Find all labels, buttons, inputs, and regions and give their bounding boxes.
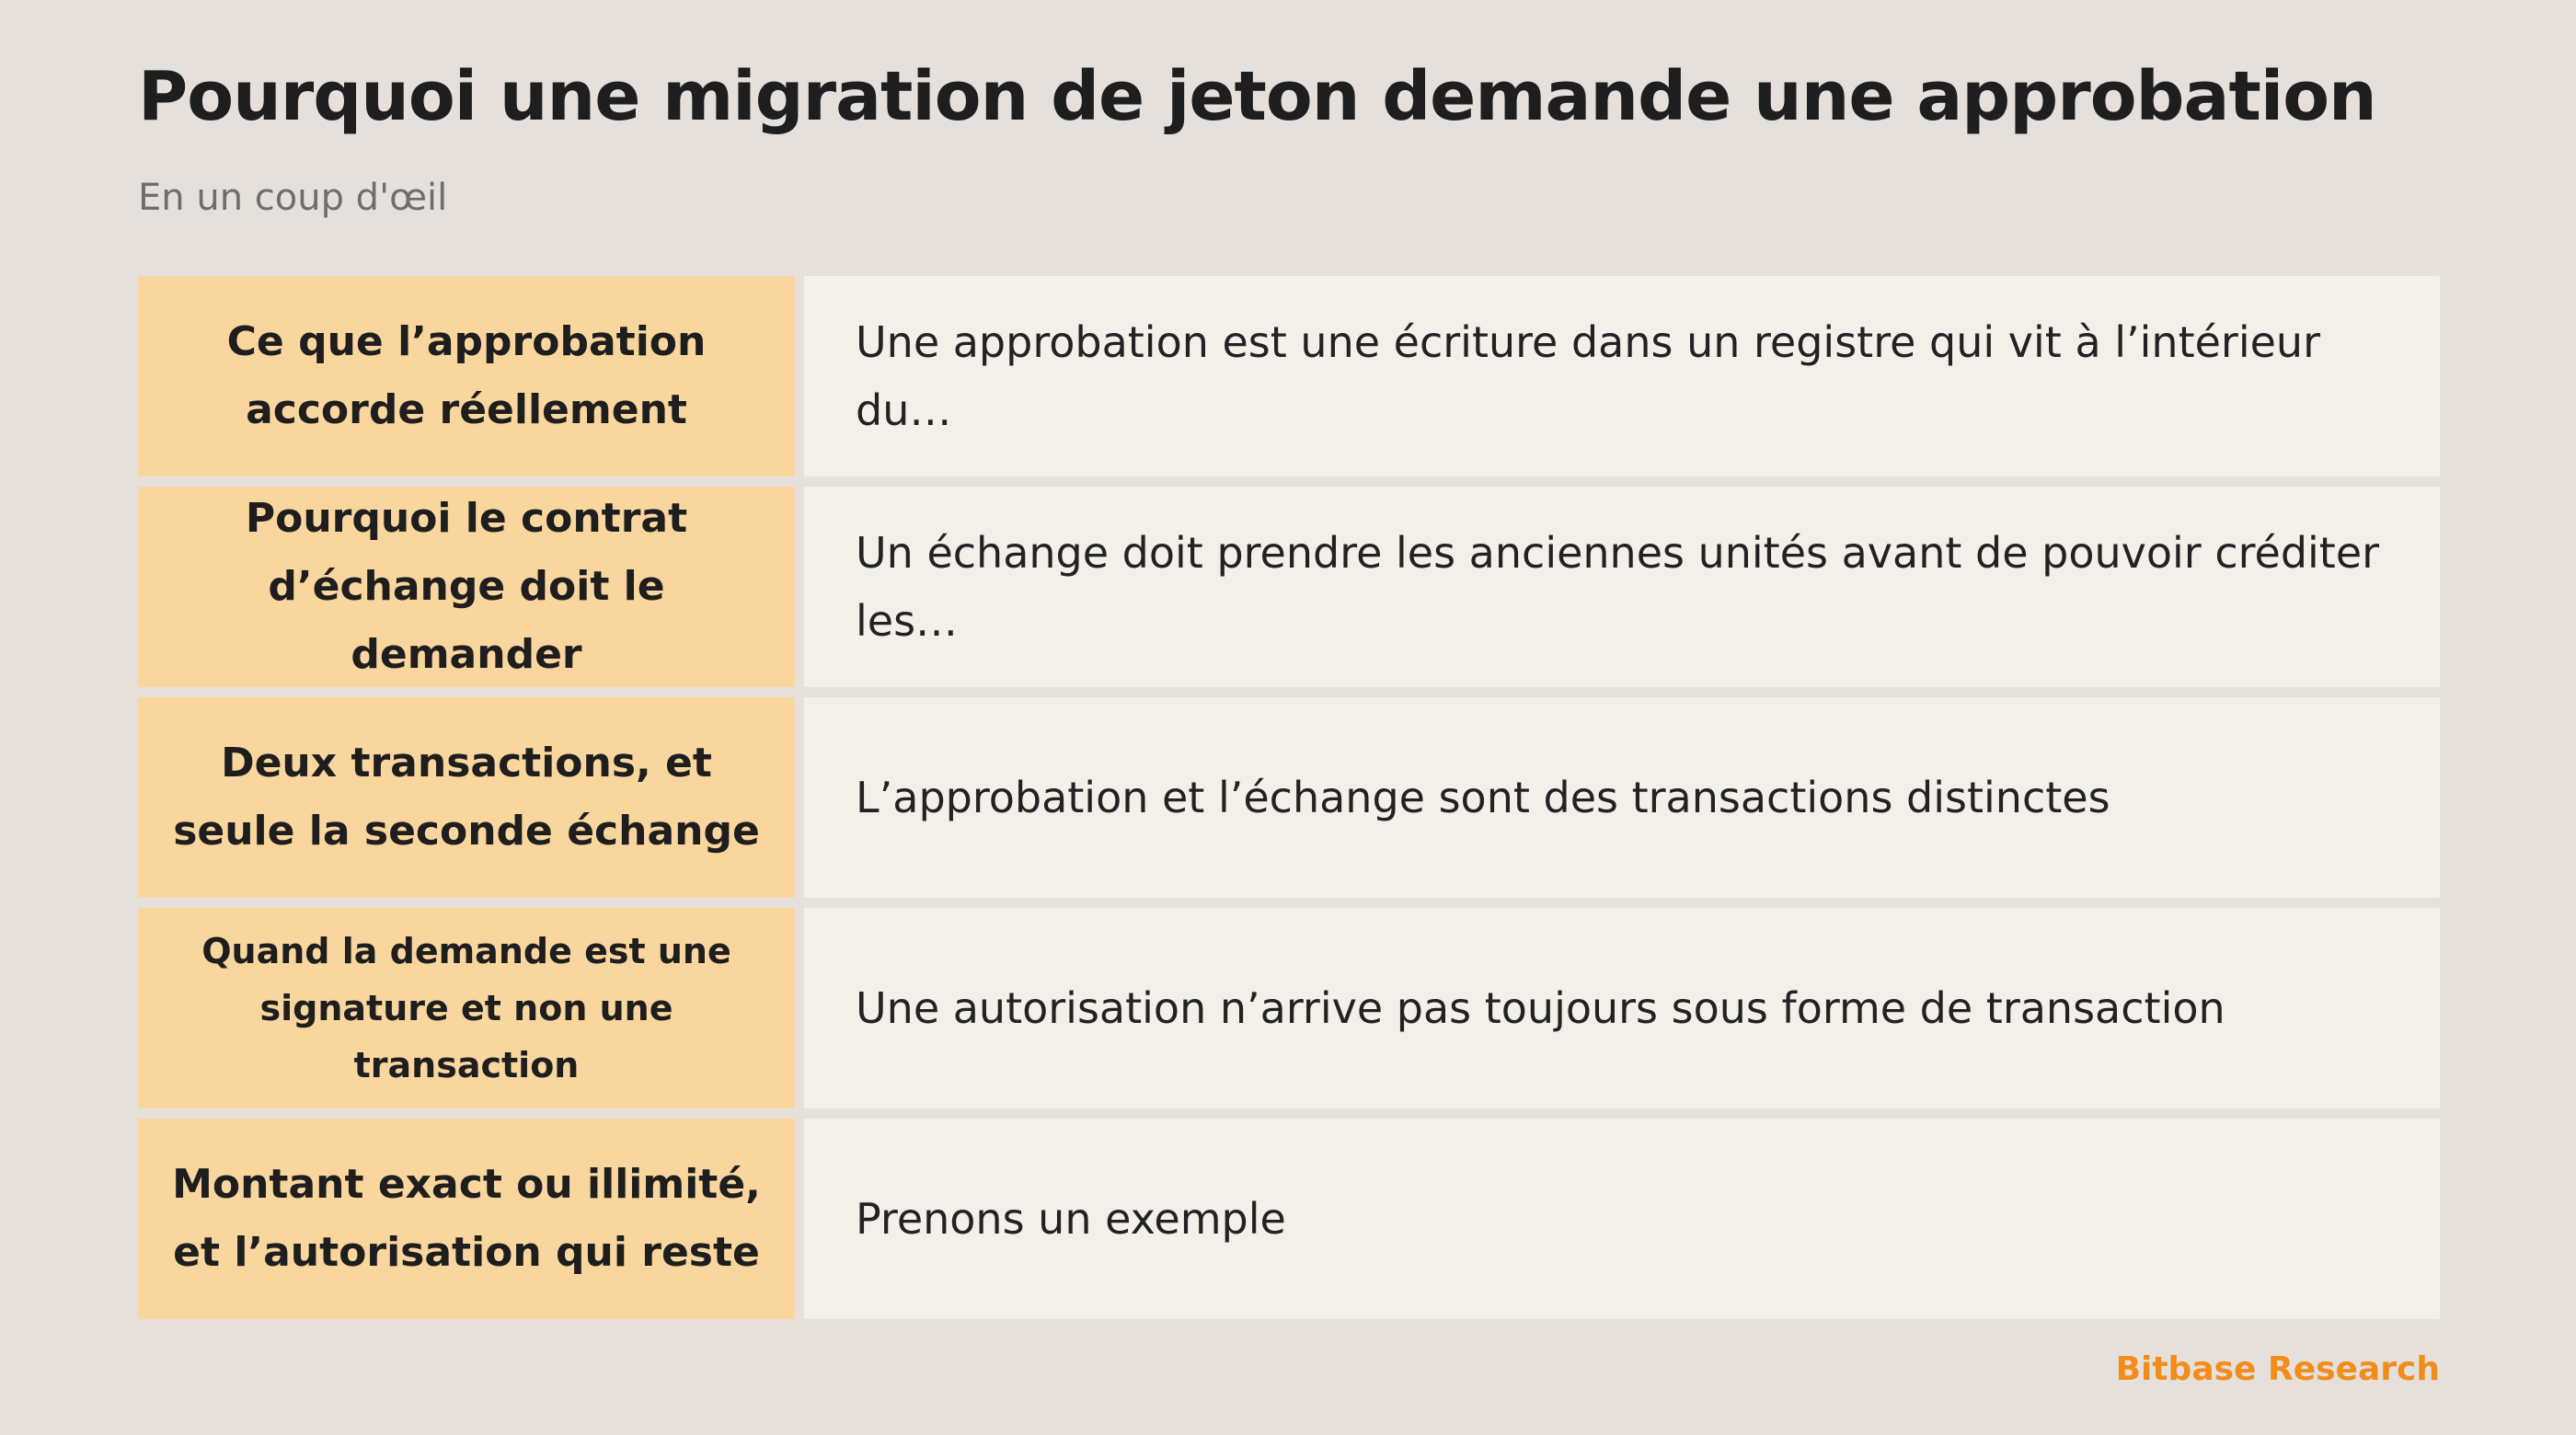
table-row xyxy=(138,487,2440,687)
row-heading: Montant exact ou illimité, et l’autorisation qui reste xyxy=(138,1119,795,1319)
page-subtitle: En un coup d'œil xyxy=(138,177,448,219)
summary-table xyxy=(138,276,2440,1319)
row-text: L’approbation et l’échange sont des transactions distinctes xyxy=(804,697,2440,898)
table-row xyxy=(138,697,2440,898)
table-row xyxy=(138,1119,2440,1319)
table-row xyxy=(138,908,2440,1108)
table-row xyxy=(138,276,2440,476)
row-text: Une approbation est une écriture dans un registre qui vit à l’intérieur du… xyxy=(804,276,2440,476)
row-heading: Quand la demande est une signature et non une transaction xyxy=(138,908,795,1108)
row-heading: Deux transactions, et seule la seconde échange xyxy=(138,697,795,898)
row-text: Un échange doit prendre les anciennes unités avant de pouvoir créditer les… xyxy=(804,487,2440,687)
row-text: Une autorisation n’arrive pas toujours sous forme de transaction xyxy=(804,908,2440,1108)
brand-name: Bitbase Research xyxy=(2115,1350,2440,1388)
row-text: Prenons un exemple xyxy=(804,1119,2440,1319)
row-heading: Ce que l’approbation accorde réellement xyxy=(138,276,795,476)
page-title: Pourquoi une migration de jeton demande une approbation xyxy=(138,57,2376,136)
row-heading: Pourquoi le contrat d’échange doit le demander xyxy=(138,487,795,687)
